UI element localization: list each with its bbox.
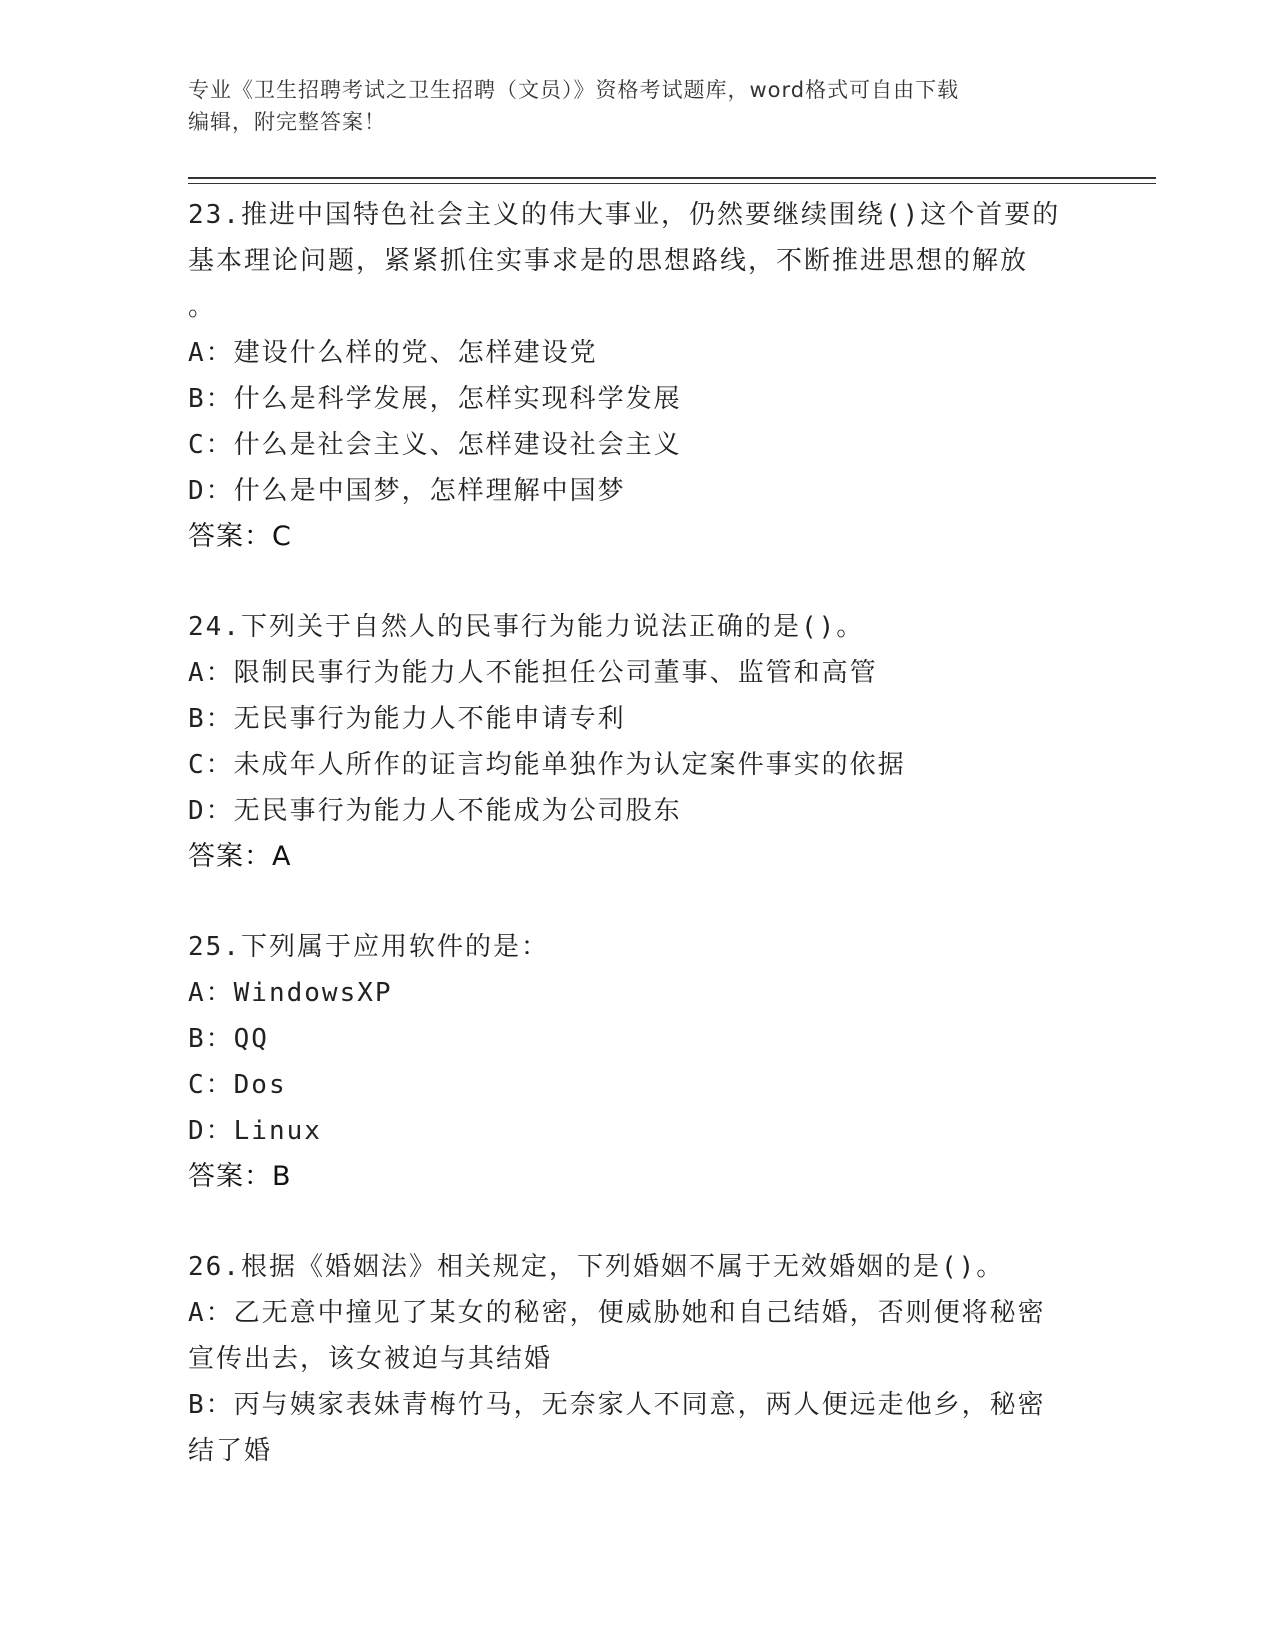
- option-b: B：什么是科学发展，怎样实现科学发展: [188, 384, 682, 414]
- question-text-line: 26.根据《婚姻法》相关规定，下列婚姻不属于无效婚姻的是()。: [188, 1252, 1005, 1282]
- option-a: A：乙无意中撞见了某女的秘密，便威胁她和自己结婚，否则便将秘密: [188, 1298, 1046, 1328]
- header-line-1: 专业《卫生招聘考试之卫生招聘（文员）》资格考试题库，word格式可自由下载: [188, 78, 960, 102]
- option-c: C：未成年人所作的证言均能单独作为认定案件事实的依据: [188, 750, 906, 780]
- option-c: C：Dos: [188, 1070, 287, 1100]
- option-a-continued: 宣传出去，该女被迫与其结婚: [188, 1344, 553, 1374]
- option-d: D：什么是中国梦，怎样理解中国梦: [188, 476, 626, 506]
- question-text-line: 基本理论问题，紧紧抓住实事求是的思想路线，不断推进思想的解放: [188, 246, 1029, 276]
- answer-label: 答案：B: [188, 1161, 292, 1192]
- question-text-line: 24.下列关于自然人的民事行为能力说法正确的是()。: [188, 612, 865, 642]
- option-d: D：无民事行为能力人不能成为公司股东: [188, 796, 682, 826]
- header-divider-thin: [188, 183, 1156, 184]
- question-text-line: 。: [188, 292, 217, 322]
- page-header: [188, 74, 1088, 138]
- option-b: B：丙与姨家表妹青梅竹马，无奈家人不同意，两人便远走他乡，秘密: [188, 1390, 1046, 1420]
- option-d: D：Linux: [188, 1116, 322, 1146]
- answer-label: 答案：C: [188, 521, 292, 552]
- question-list: [188, 192, 1088, 1518]
- header-divider-thick: [188, 177, 1156, 179]
- answer-label: 答案：A: [188, 841, 292, 872]
- question-25: [188, 924, 1088, 1200]
- question-23: [188, 192, 1088, 560]
- option-a: A：限制民事行为能力人不能担任公司董事、监管和高管: [188, 658, 878, 688]
- question-24: [188, 604, 1088, 880]
- option-b: B：无民事行为能力人不能申请专利: [188, 704, 626, 734]
- option-a: A：WindowsXP: [188, 978, 393, 1008]
- question-26: [188, 1244, 1088, 1474]
- option-b-continued: 结了婚: [188, 1436, 273, 1466]
- question-text-line: 23.推进中国特色社会主义的伟大事业，仍然要继续围绕()这个首要的: [188, 200, 1061, 230]
- option-b: B：QQ: [188, 1024, 269, 1054]
- question-text-line: 25.下列属于应用软件的是：: [188, 932, 549, 962]
- header-line-2: 编辑，附完整答案！: [188, 110, 386, 134]
- option-c: C：什么是社会主义、怎样建设社会主义: [188, 430, 682, 460]
- option-a: A：建设什么样的党、怎样建设党: [188, 338, 598, 368]
